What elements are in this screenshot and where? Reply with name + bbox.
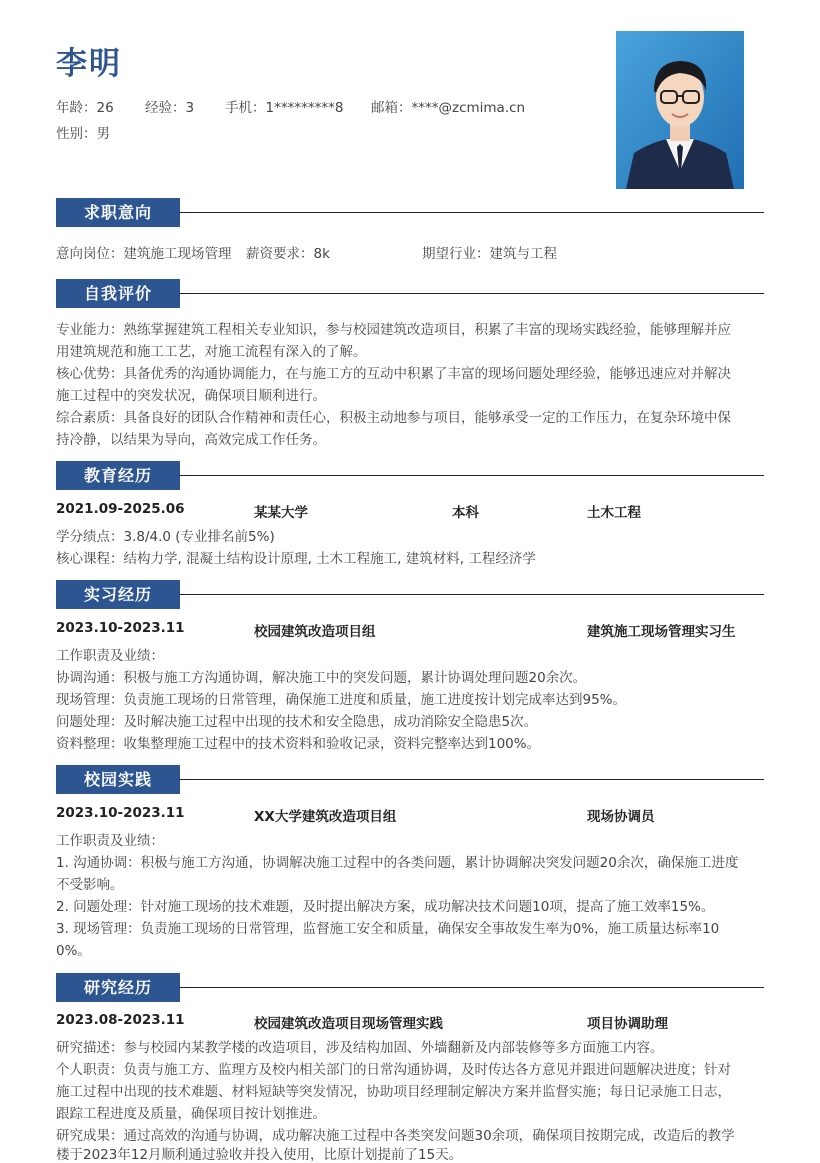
campus-line: 不受影响。 <box>56 877 124 893</box>
section-title: 自我评价 <box>56 279 180 308</box>
age: 年龄：26 <box>56 100 114 116</box>
section-intent <box>56 198 764 228</box>
campus-line: 1. 沟通协调：积极与施工方沟通，协调解决施工过程中的各类问题，累计协调解决突发问题20余次，确保施工进度 <box>56 855 739 871</box>
divider <box>180 987 764 988</box>
section-internship <box>56 580 764 610</box>
self-eval-line: 综合素质：具备良好的团队合作精神和责任心，积极主动地参与项目，能够承受一定的工作压力，在复杂环境中保 <box>56 410 731 426</box>
intern-line: 资料整理：收集整理施工过程中的技术资料和验收记录，资料完整率达到100%。 <box>56 736 541 752</box>
self-eval-line: 核心优势：具备优秀的沟通协调能力，在与施工方的互动中积累了丰富的现场问题处理经验，能够迅速应对并解决 <box>56 366 731 382</box>
divider <box>180 779 764 780</box>
section-title: 求职意向 <box>56 198 180 227</box>
research-line: 研究成果：通过高效的沟通与协调，成功解决施工过程中各类突发问题30余项，确保项目按期完成，改造后的教学 <box>56 1128 735 1144</box>
edu-line: 学分绩点：3.8/4.0 (专业排名前5%) <box>56 529 275 545</box>
edu-degree: 本科 <box>452 505 479 521</box>
self-eval-line: 用建筑规范和施工工艺，对施工流程有深入的了解。 <box>56 344 367 360</box>
intern-line: 协调沟通：积极与施工方沟通协调，解决施工中的突发问题，累计协调处理问题20余次。 <box>56 670 587 686</box>
section-campus <box>56 765 764 795</box>
email: 邮箱：****@zcmima.cn <box>371 100 526 116</box>
self-eval-line: 施工过程中的突发状况，确保项目顺利进行。 <box>56 388 326 404</box>
gender: 性别：男 <box>56 126 110 142</box>
section-research <box>56 973 764 1003</box>
candidate-name: 李明 <box>56 46 122 82</box>
section-self-eval <box>56 279 764 309</box>
section-education <box>56 461 764 491</box>
campus-period: 2023.10-2023.11 <box>56 805 185 821</box>
intent-industry: 期望行业：建筑与工程 <box>422 246 557 262</box>
research-org: 校园建筑改造项目现场管理实践 <box>254 1016 443 1032</box>
campus-role: 现场协调员 <box>587 809 655 825</box>
divider <box>180 594 764 595</box>
phone: 手机：1*********8 <box>225 100 344 116</box>
intern-period: 2023.10-2023.11 <box>56 620 185 636</box>
experience: 经验：3 <box>145 100 195 116</box>
edu-line: 核心课程：结构力学, 混凝土结构设计原理, 土木工程施工, 建筑材料, 工程经济学 <box>56 551 536 567</box>
research-line: 个人职责：负责与施工方、监理方及校内相关部门的日常沟通协调，及时传达各方意见并跟进问题解决进度；针对 <box>56 1062 731 1078</box>
research-role: 项目协调助理 <box>587 1016 668 1032</box>
profile-photo <box>616 31 744 189</box>
intent-position: 意向岗位：建筑施工现场管理 <box>56 246 232 262</box>
intern-role: 建筑施工现场管理实习生 <box>587 624 736 640</box>
intent-salary: 薪资要求：8k <box>246 246 330 262</box>
edu-period: 2021.09-2025.06 <box>56 501 185 517</box>
research-line: 跟踪工程进度及质量，确保项目按计划推进。 <box>56 1106 326 1122</box>
research-period: 2023.08-2023.11 <box>56 1012 185 1028</box>
edu-major: 土木工程 <box>587 505 641 521</box>
campus-line: 2. 问题处理：针对施工现场的技术难题，及时提出解决方案，成功解决技术问题10项，提高了施工效率15%。 <box>56 899 715 915</box>
divider <box>180 475 764 476</box>
section-title: 实习经历 <box>56 580 180 609</box>
campus-line: 3. 现场管理：负责施工现场的日常管理，监督施工安全和质量，确保安全事故发生率为0%，施工质量达标率10 <box>56 921 720 937</box>
intern-line: 工作职责及业绩： <box>56 648 164 664</box>
research-line: 研究描述：参与校园内某教学楼的改造项目，涉及结构加固、外墙翻新及内部装修等多方面施工内容。 <box>56 1040 664 1056</box>
edu-school: 某某大学 <box>254 505 308 521</box>
divider <box>180 293 764 294</box>
campus-line: 0%。 <box>56 943 91 959</box>
research-line: 施工过程中出现的技术难题、材料短缺等突发情况，协助项目经理制定解决方案并监督实施；每日记录施工日志， <box>56 1084 731 1100</box>
research-line: 楼于2023年12月顺利通过验收并投入使用，比原计划提前了15天。 <box>56 1147 463 1163</box>
section-title: 研究经历 <box>56 973 180 1002</box>
section-title: 校园实践 <box>56 765 180 794</box>
intern-line: 问题处理：及时解决施工过程中出现的技术和安全隐患，成功消除安全隐患5次。 <box>56 714 538 730</box>
intern-org: 校园建筑改造项目组 <box>254 624 376 640</box>
self-eval-line: 专业能力：熟练掌握建筑工程相关专业知识，参与校园建筑改造项目，积累了丰富的现场实践经验，能够理解并应 <box>56 322 731 338</box>
campus-org: XX大学建筑改造项目组 <box>254 809 397 825</box>
campus-line: 工作职责及业绩： <box>56 833 164 849</box>
section-title: 教育经历 <box>56 461 180 490</box>
self-eval-line: 持冷静，以结果为导向，高效完成工作任务。 <box>56 432 326 448</box>
intern-line: 现场管理：负责施工现场的日常管理，确保施工进度和质量，施工进度按计划完成率达到95%。 <box>56 692 627 708</box>
divider <box>180 212 764 213</box>
